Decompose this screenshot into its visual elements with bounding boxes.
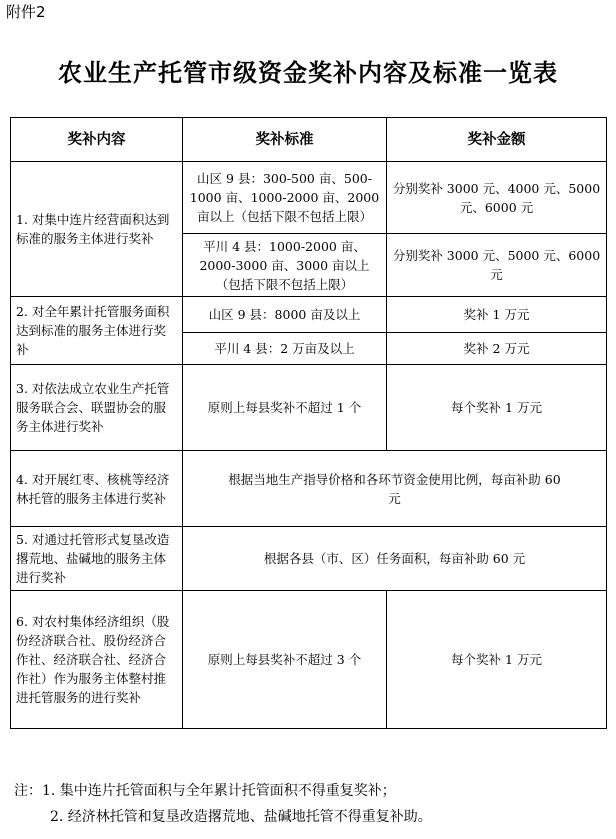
row1-standard-mountain: 山区 9 县：300-500 亩、500-1000 亩、1000-2000 亩、2000 亩以上（包括下限不包括上限） [183, 162, 387, 234]
row2-standard-mountain: 山区 9 县：8000 亩及以上 [183, 297, 387, 333]
table-row [11, 527, 607, 591]
page-title: 农业生产托管市级资金奖补内容及标准一览表 [58, 58, 558, 87]
notes [14, 778, 610, 830]
row6-amount: 每个奖补 1 万元 [387, 591, 607, 729]
table-header-row [11, 118, 607, 162]
table-row [11, 162, 607, 234]
attachment-label: 附件2 [6, 3, 46, 21]
row3-amount: 每个奖补 1 万元 [387, 365, 607, 451]
note-line-1: 注：1. 集中连片托管面积与全年累计托管面积不得重复奖补； [14, 783, 396, 799]
row3-content: 3. 对依法成立农业生产托管服务联合会、联盟协会的服务主体进行奖补 [11, 365, 183, 451]
row3-standard: 原则上每县奖补不超过 1 个 [183, 365, 387, 451]
header-standard: 奖补标准 [183, 118, 387, 162]
row6-content: 6. 对农村集体经济组织（股份经济联合社、股份经济合作社、经济联合社、经济合作社）作为服务主体整村推进托管服务的进行奖补 [11, 591, 183, 729]
row4-standard-merged: 根据当地生产指导价格和各环节资金使用比例，每亩补助 60 元 [183, 451, 607, 527]
row4-content: 4. 对开展红枣、核桃等经济林托管的服务主体进行奖补 [11, 451, 183, 527]
row2-standard-plain: 平川 4 县：2 万亩及以上 [183, 333, 387, 365]
row1-amount-mountain: 分别奖补 3000 元、4000 元、5000 元、6000 元 [387, 162, 607, 234]
header-amount: 奖补金额 [387, 118, 607, 162]
row2-content: 2. 对全年累计托管服务面积达到标准的服务主体进行奖补 [11, 297, 183, 365]
table-row [11, 451, 607, 527]
row2-amount-mountain: 奖补 1 万元 [387, 297, 607, 333]
note-line-2: 2. 经济林托管和复垦改造撂荒地、盐碱地托管不得重复补助。 [50, 809, 432, 825]
row5-standard-merged: 根据各县（市、区）任务面积，每亩补助 60 元 [183, 527, 607, 591]
row6-standard: 原则上每县奖补不超过 3 个 [183, 591, 387, 729]
row1-content: 1. 对集中连片经营面积达到标准的服务主体进行奖补 [11, 162, 183, 297]
row1-amount-plain: 分别奖补 3000 元、5000 元、6000 元 [387, 234, 607, 297]
subsidy-table [10, 117, 607, 729]
table-row [11, 365, 607, 451]
row5-content: 5. 对通过托管形式复垦改造撂荒地、盐碱地的服务主体进行奖补 [11, 527, 183, 591]
table-row [11, 297, 607, 333]
row2-amount-plain: 奖补 2 万元 [387, 333, 607, 365]
row1-standard-plain: 平川 4 县：1000-2000 亩、2000-3000 亩、3000 亩以上（包括下限不包括上限） [183, 234, 387, 297]
table-row [11, 591, 607, 729]
header-content: 奖补内容 [11, 118, 183, 162]
